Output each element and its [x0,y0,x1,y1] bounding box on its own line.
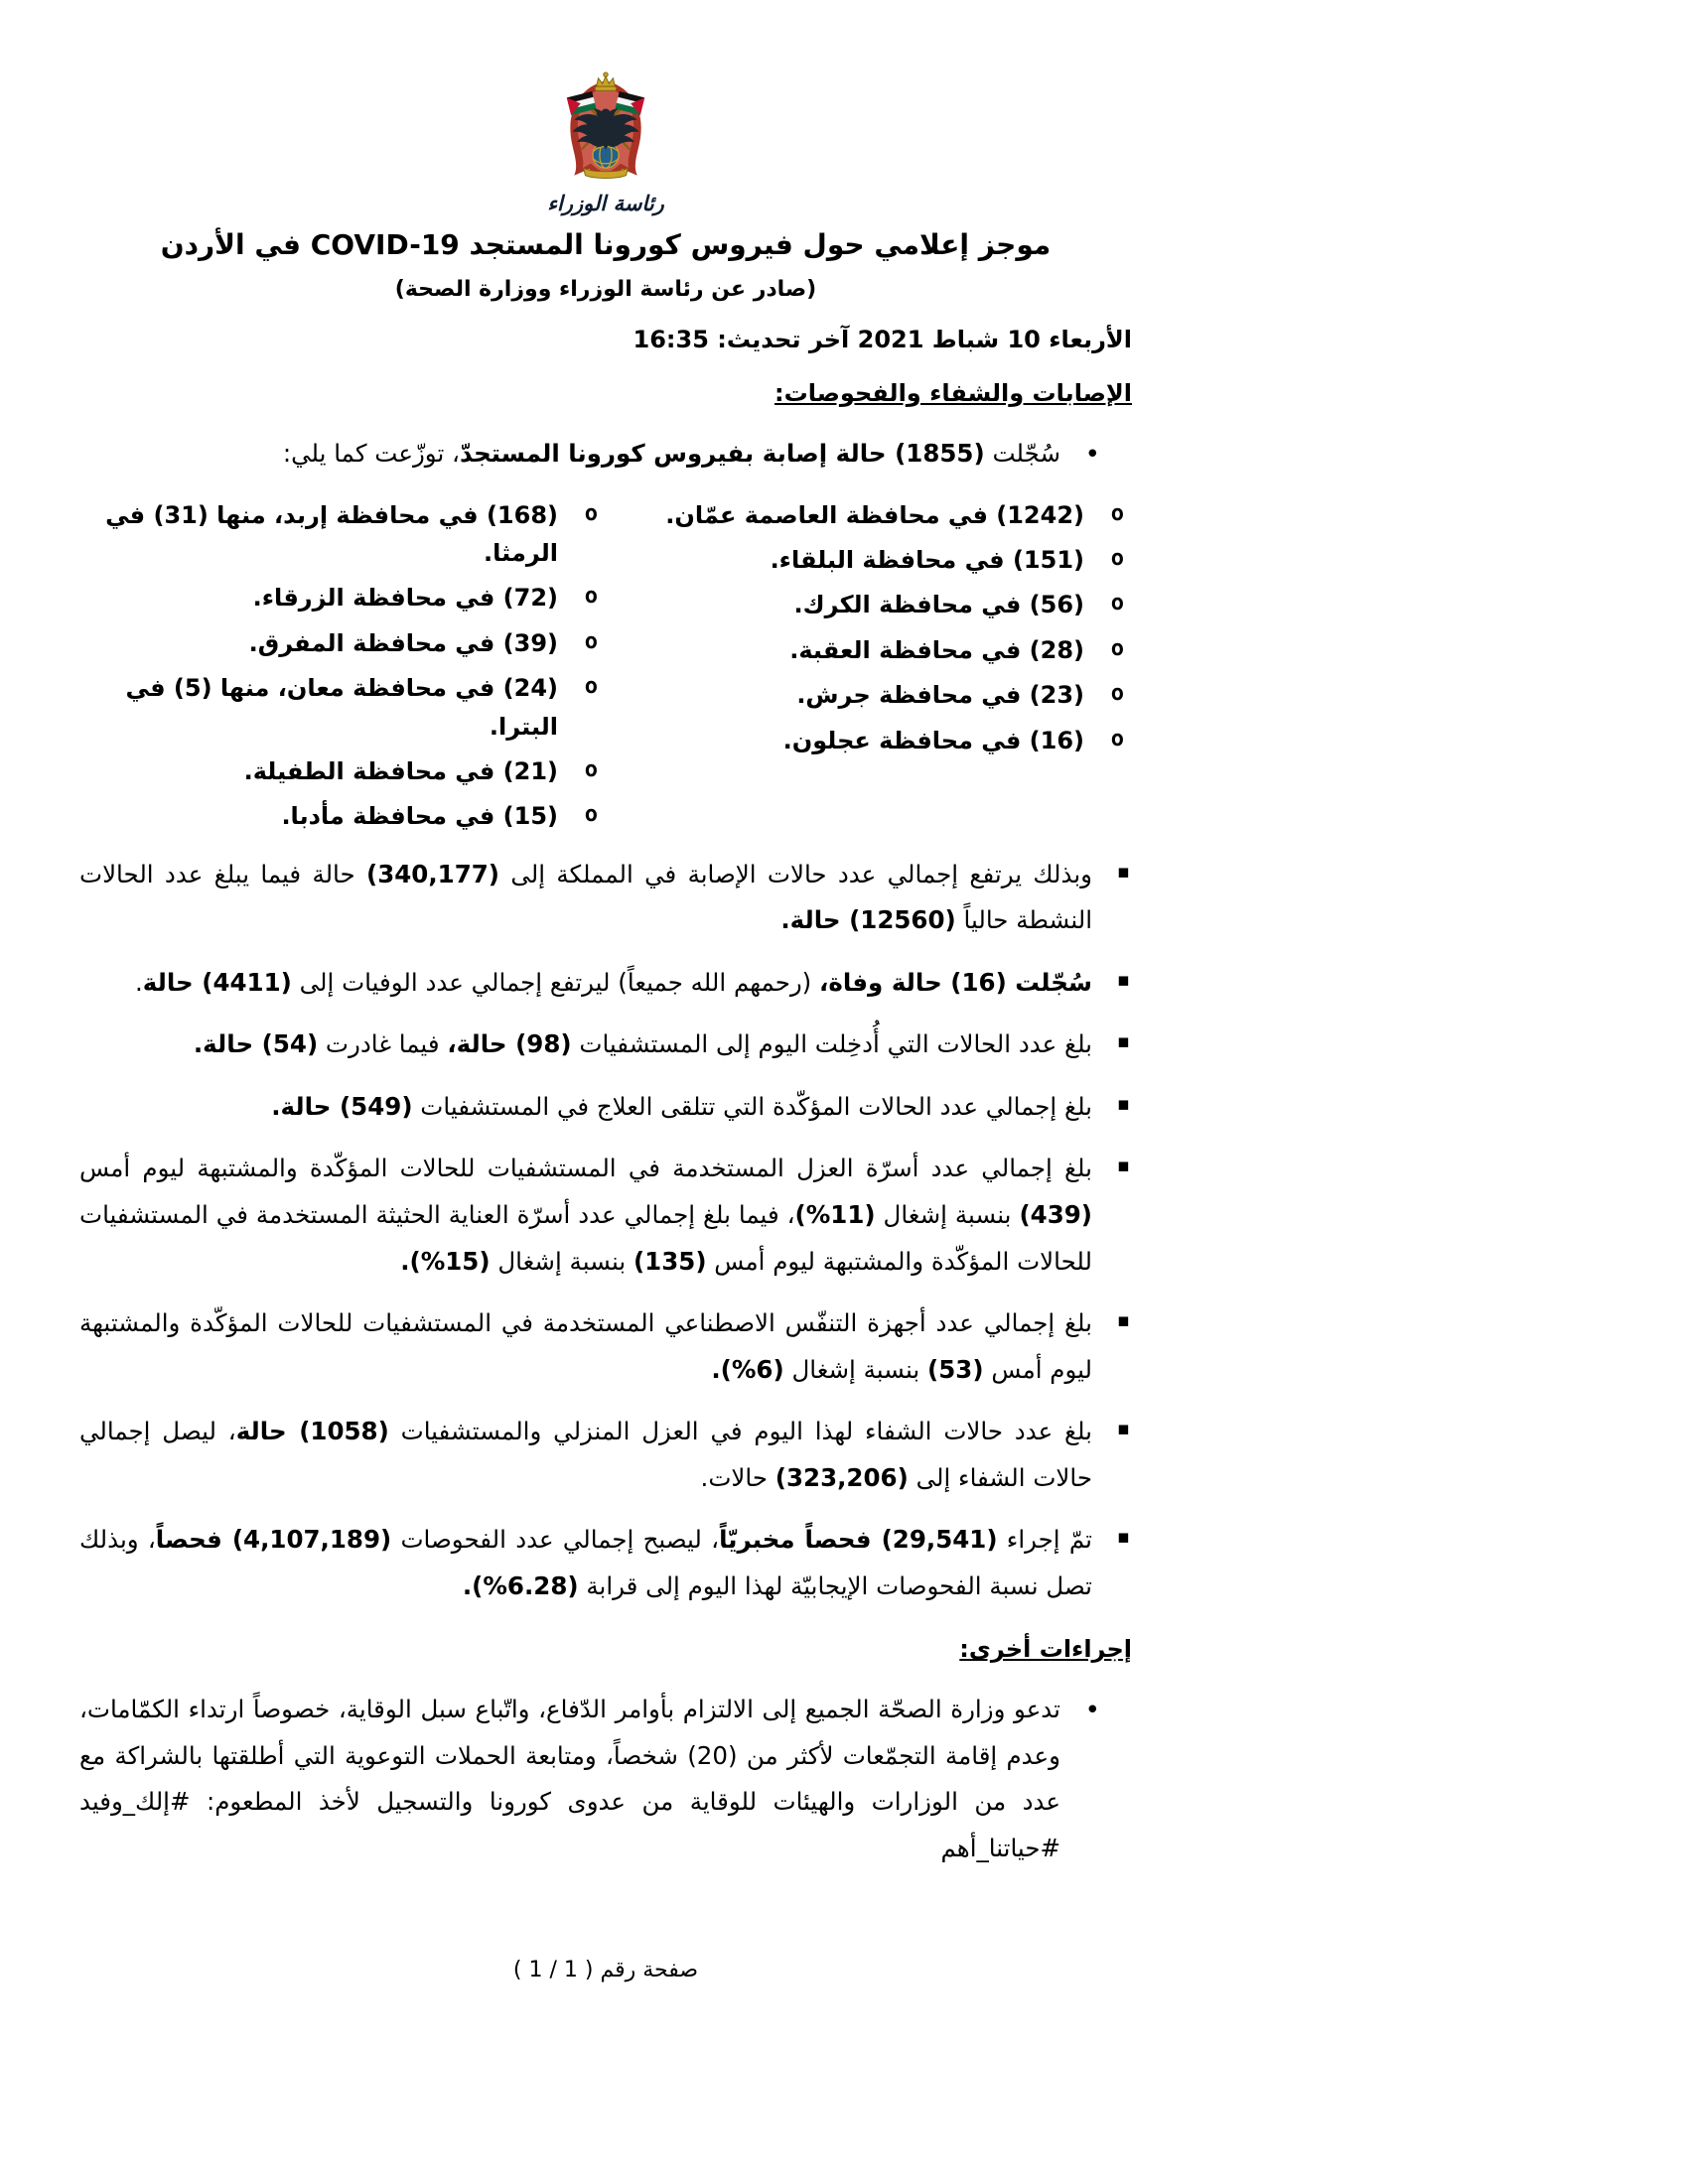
stat-text [79,1154,1092,1275]
circle-marker-icon: o [1110,500,1124,526]
text-segment: تدعو وزارة الصحّة الجميع إلى الالتزام بأوامر الدّفاع، واتّباع سبل الوقاية، خصوصاً ارتداء الكمّامات، وعدم إقامة التجمّعات لأكثر من (20) شخصاً، ومتابعة الحملات التوعوية التي أطلقتها بالشراكة مع عدد من الوزارات والهيئات للوقاية من عدوى كورونا والتسجيل لأخذ المطعوم: #إلك_وفيد #حياتنا_أهم [79,1695,1060,1862]
circle-marker-icon: o [584,584,598,610]
text-segment: . [134,967,143,997]
stat-bullet-hospitalized [79,1084,1132,1131]
list-item [79,752,606,790]
document-title: موجز إعلامي حول فيروس كورونا المستجد COVID-19 في الأردن [160,228,1052,261]
text-segment: سُجّلت [984,439,1060,468]
list-item [79,624,606,662]
list-item [606,496,1132,534]
text-segment: بلغ إجمالي عدد الحالات المؤكّدة التي تتلقى العلاج في المستشفيات [412,1091,1092,1121]
text-segment: (6%). [711,1354,784,1384]
list-item [606,676,1132,714]
statistics-list [79,852,1132,1610]
text-segment: ، ليصبح إجمالي عدد الفحوصات [391,1525,720,1555]
page-number: صفحة رقم ( 1 / 1 ) [512,1958,699,1982]
circle-marker-icon: o [584,628,598,654]
stat-bullet-recoveries [79,1409,1132,1501]
text-segment: تمّ إجراء [997,1525,1092,1555]
gov-item-text: (16) في محافظة عجلون. [782,726,1084,754]
text-segment: (135) [633,1246,707,1276]
text-segment: (1855) حالة إصابة بفيروس كورونا المستجدّ [459,439,985,468]
stat-text [135,968,1092,997]
governorate-distribution [79,489,1132,836]
other-measures-text [79,1695,1060,1862]
list-item [79,496,606,573]
stat-bullet-isolation-beds [79,1146,1132,1285]
stat-bullet-deaths [79,960,1132,1007]
gov-item-text: (72) في محافظة الزرقاء. [252,584,558,613]
text-segment: بلغ إجمالي عدد أجهزة التنفّس الاصطناعي المستخدمة في المستشفيات للحالات المؤكّدة والمشتبهة ليوم أمس [79,1308,1092,1384]
list-item [606,722,1132,759]
list-item [79,669,606,746]
text-segment: ، وبذلك تصل نسبة الفحوصات الإيجابيّة لهذا اليوم إلى قرابة [79,1525,1092,1600]
circle-marker-icon: o [1110,681,1124,707]
section-heading-other: إجراءات أخرى: [959,1635,1132,1664]
stat-bullet-hospital-admissions [79,1022,1132,1068]
list-item [606,541,1132,579]
coat-of-arms-icon [550,71,661,189]
bullet-square-icon: ▪ [1117,1030,1130,1053]
circle-marker-icon: o [584,802,598,828]
text-segment: (439) [1019,1199,1092,1229]
circle-marker-icon: o [584,500,598,526]
bullet-square-icon: ▪ [1117,1418,1130,1440]
prime-ministry-script: رئاسة الوزراء [547,192,664,215]
stat-text [79,1308,1092,1384]
text-segment: (11%) [794,1199,876,1229]
intro-bullet [79,431,1132,478]
text-segment: بنسبة إشغال [783,1354,928,1384]
text-segment: بنسبة إشغال [490,1246,633,1276]
bullet-square-icon: ▪ [1117,860,1130,883]
text-segment: (54) حالة. [193,1029,319,1059]
text-segment: وبذلك يرتفع إجمالي عدد حالات الإصابة في المملكة إلى [499,859,1092,888]
circle-marker-icon: o [584,674,598,700]
list-item [79,579,606,616]
text-segment: (15%). [400,1246,491,1276]
text-segment: (29,541) فحصاً مخبريّاً [719,1525,998,1555]
stat-text [79,1417,1092,1492]
circle-marker-icon: o [1110,726,1124,751]
bullet-square-icon: ▪ [1117,1309,1130,1332]
stat-text [271,1092,1092,1121]
bullet-square-icon: ▪ [1117,1155,1130,1177]
bullet-square-icon: ▪ [1117,1526,1130,1549]
gov-item-text: (23) في محافظة جرش. [796,681,1084,710]
gov-item-text: (21) في محافظة الطفيلة. [243,756,558,785]
text-segment: (4,107,189) فحصاً [155,1525,392,1555]
stat-text [194,1029,1092,1058]
text-segment: (340,177) [366,859,499,888]
circle-marker-icon: o [1110,635,1124,661]
gov-column-left [79,489,606,836]
text-segment: (4411) حالة [142,967,292,997]
circle-marker-icon: o [584,756,598,782]
stat-bullet-ventilators [79,1300,1132,1393]
document-header [79,0,1132,353]
gov-item-text: (168) في محافظة إربد، منها (31) في الرمثا. [105,500,558,567]
text-segment: ، توزّعت كما يلي: [282,439,460,468]
text-segment: بنسبة إشغال [875,1199,1020,1229]
bullet-square-icon: ▪ [1117,1092,1130,1115]
text-segment: (1058) حالة [235,1417,389,1446]
dateline: الأربعاء 10 شباط 2021 آخر تحديث: 16:35 [633,326,1132,353]
list-item [79,797,606,835]
intro-bullet-text [283,439,1060,468]
text-segment: (98) حالة، [447,1029,572,1059]
text-segment: ، فيما بلغ إجمالي عدد أسرّة العناية الحثيثة المستخدمة في المستشفيات للحالات المؤكّدة والمشتبهة ليوم أمس [79,1199,1092,1276]
circle-marker-icon: o [1110,545,1124,571]
text-segment: (323,206) [774,1462,909,1492]
list-item [606,631,1132,669]
text-segment: فيما غادرت [318,1029,448,1059]
gov-item-text: (15) في محافظة مأدبا. [281,802,558,831]
other-measures-bullet [79,1687,1132,1871]
text-segment: بلغ عدد حالات الشفاء لهذا اليوم في العزل المنزلي والمستشفيات [388,1417,1092,1446]
stat-bullet-total-cases [79,852,1132,944]
bullet-dot-icon: • [1084,440,1100,470]
document-body [79,379,1132,1872]
document-subtitle: (صادر عن رئاسة الوزراء ووزارة الصحة) [394,277,817,302]
document-page [79,0,1132,1872]
stat-text [79,860,1092,935]
text-segment: (53) [927,1354,984,1384]
gov-column-right [606,489,1132,836]
text-segment: حالة فيما يبلغ عدد الحالات النشطة حالياً [79,859,1092,935]
text-segment: (6.28%). [462,1570,579,1600]
text-segment: (رحمهم الله جميعاً) ليرتفع إجمالي عدد الوفيات إلى [291,967,820,997]
text-segment: بلغ إجمالي عدد أسرّة العزل المستخدمة في المستشفيات للحالات المؤكّدة والمشتبهة ليوم أمس [79,1154,1092,1183]
gov-item-text: (28) في محافظة العقبة. [789,635,1084,664]
text-segment: (12560) حالة. [780,905,956,935]
gov-item-text: (1242) في محافظة العاصمة عمّان. [665,500,1084,529]
gov-item-text: (151) في محافظة البلقاء. [770,545,1084,574]
text-segment: (549) حالة. [271,1091,413,1121]
text-segment: سُجّلت (16) حالة وفاة، [819,967,1092,997]
gov-item-text: (24) في محافظة معان، منها (5) في البترا. [125,674,558,741]
circle-marker-icon: o [1110,591,1124,616]
bullet-dot-icon: • [1084,1696,1100,1726]
jordan-coat-of-arms-logo [547,71,664,214]
list-item [606,586,1132,623]
text-segment: حالات. [700,1462,775,1492]
stat-bullet-tests [79,1517,1132,1609]
stat-text [79,1525,1092,1600]
gov-item-text: (39) في محافظة المفرق. [248,628,558,657]
text-segment: بلغ عدد الحالات التي أُدخِلت اليوم إلى المستشفيات [571,1029,1092,1059]
bullet-square-icon: ▪ [1117,968,1130,991]
gov-item-text: (56) في محافظة الكرك. [793,591,1084,619]
text-segment: ، ليصل إجمالي حالات الشفاء إلى [79,1417,1092,1492]
section-heading-cases: الإصابات والشفاء والفحوصات: [774,379,1132,407]
